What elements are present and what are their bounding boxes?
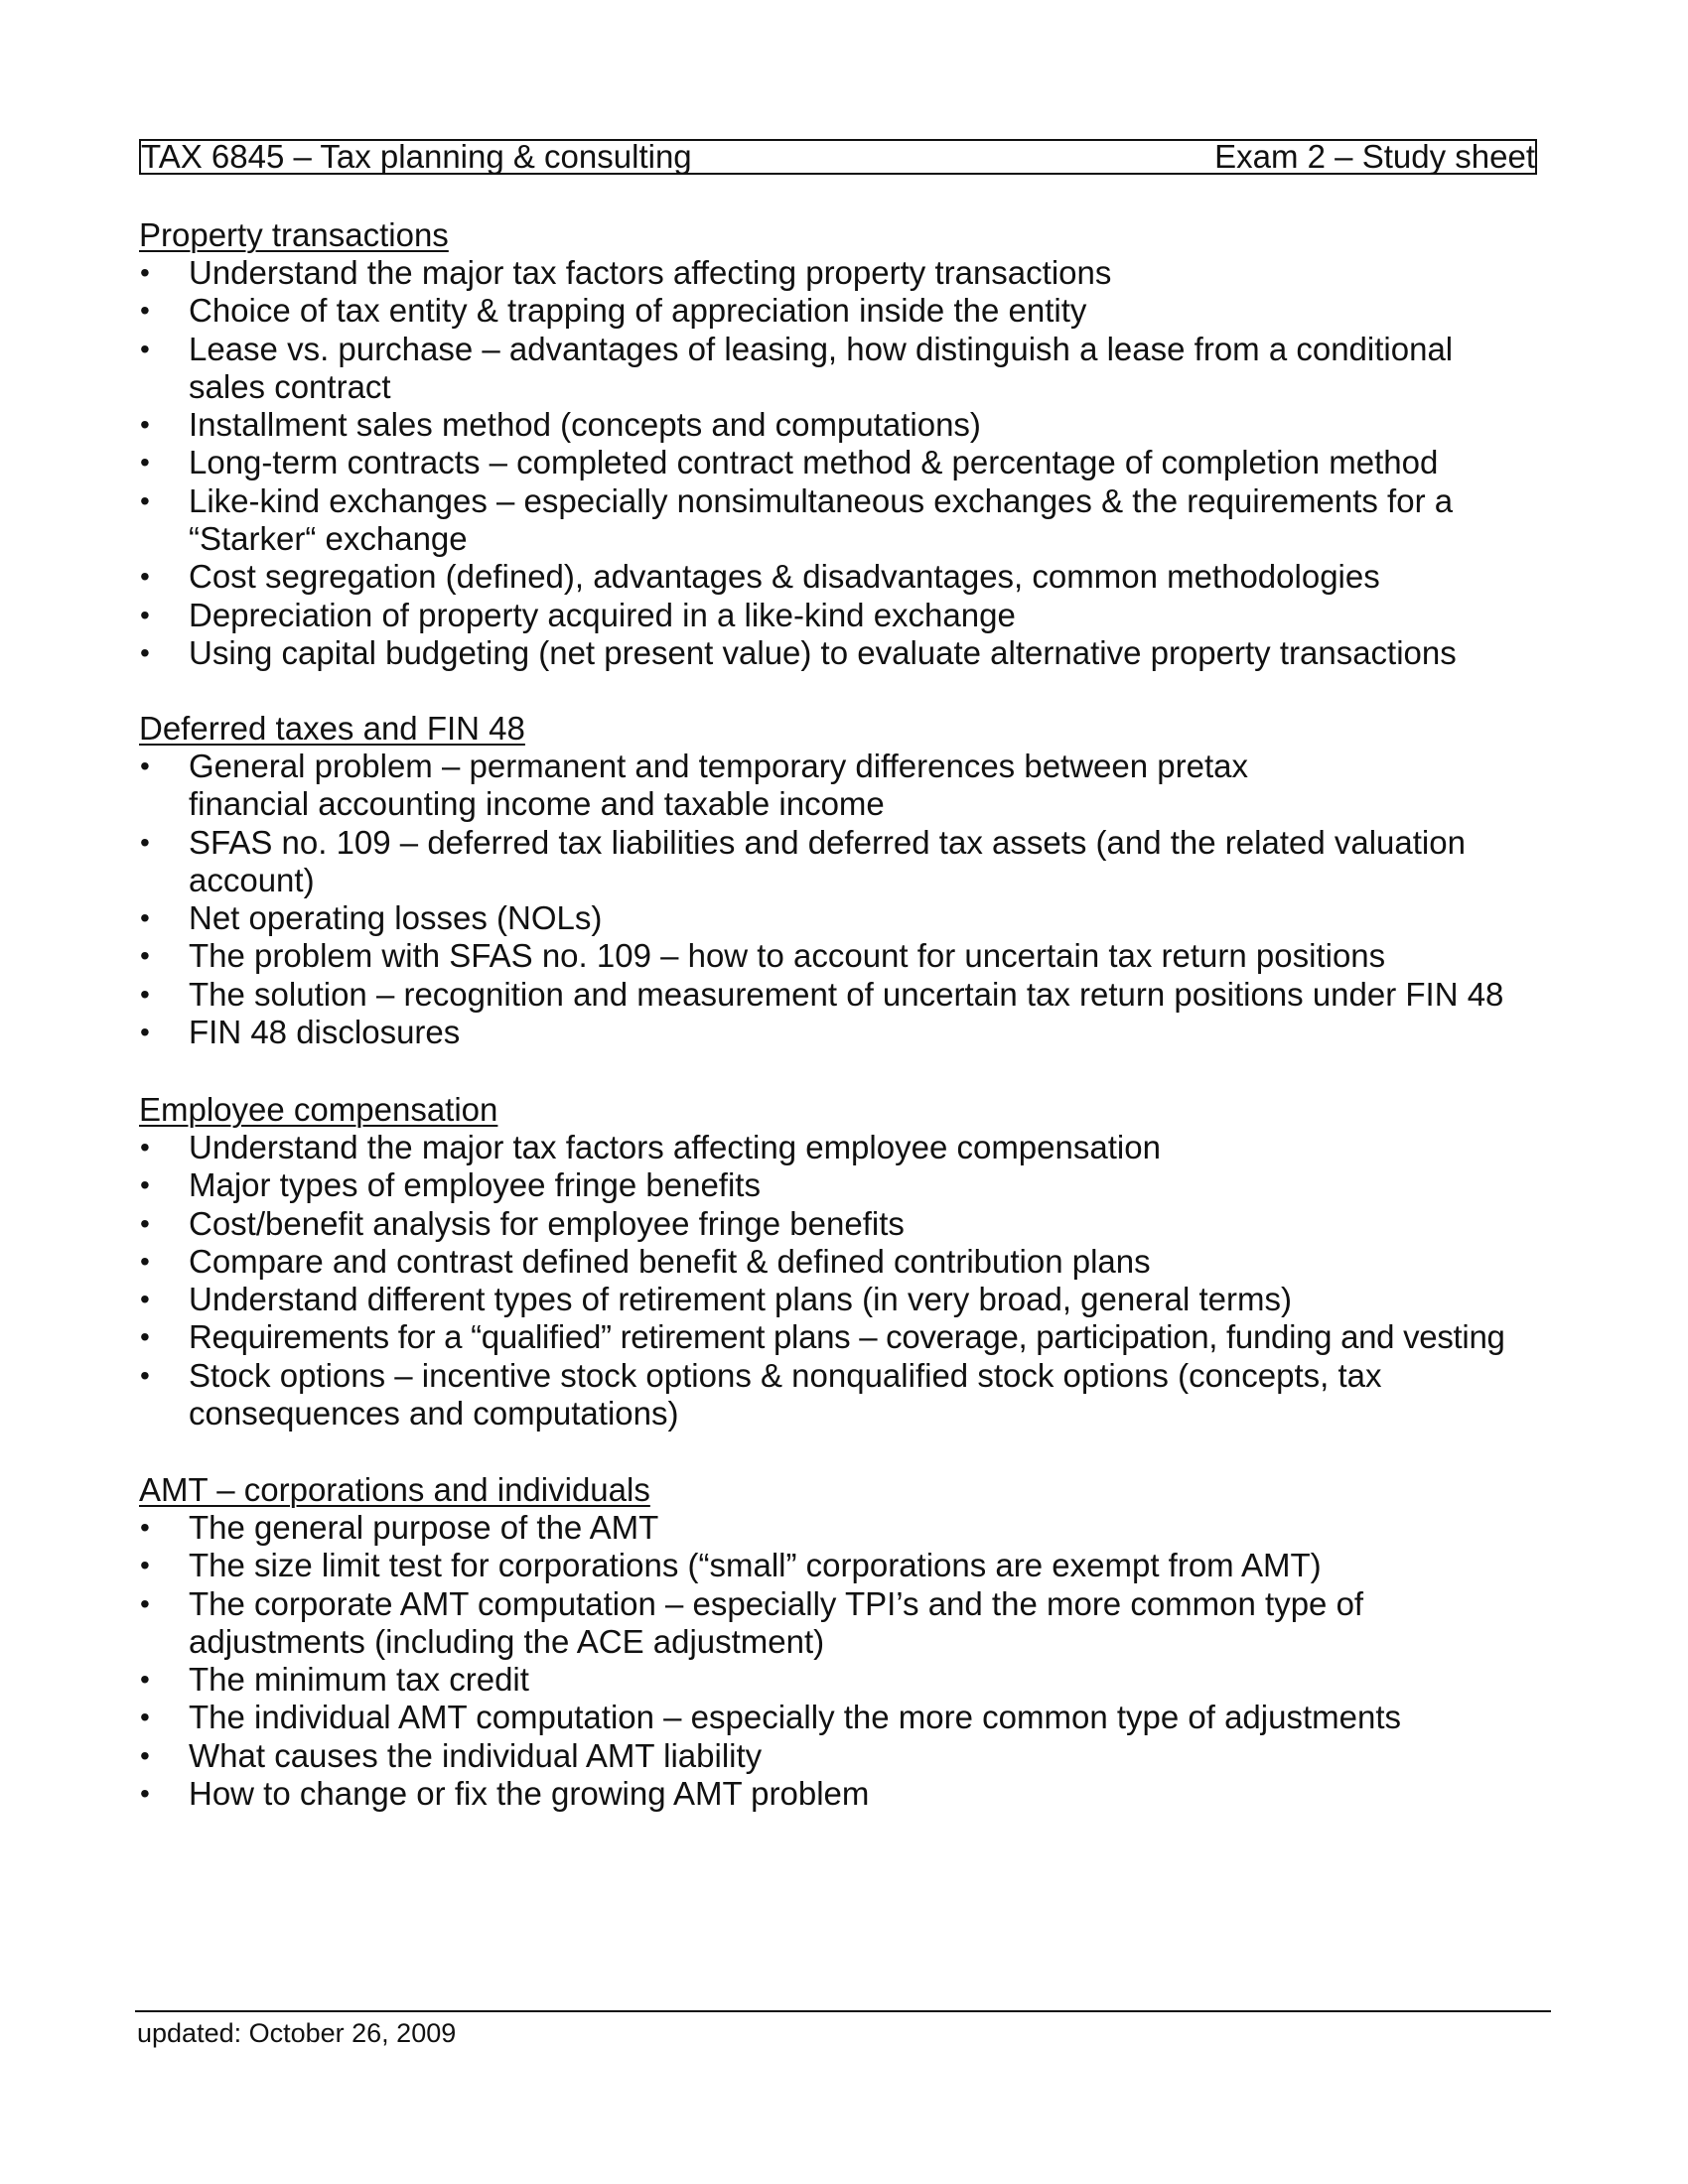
list-item: • General problem – permanent and temporary differences between pretax financial accounting income and taxable income xyxy=(140,748,1249,823)
section-amt xyxy=(139,1471,1549,1813)
list-item: • Requirements for a “qualified” retirement plans – coverage, participation, funding and vesting xyxy=(140,1318,1505,1356)
list-item: • Installment sales method (concepts and computations) xyxy=(140,406,981,444)
bullet-icon: • xyxy=(140,599,150,630)
list-item: • The individual AMT computation – especially the more common type of adjustments xyxy=(140,1699,1401,1736)
bullet-icon: • xyxy=(140,978,150,1010)
footer-updated-date: updated: October 26, 2009 xyxy=(137,2018,457,2048)
bullet-icon: • xyxy=(140,1207,150,1239)
section-employee-compensation xyxy=(139,1091,1549,1433)
list-item: • Choice of tax entity & trapping of appreciation inside the entity xyxy=(140,292,1087,330)
list-item: • Understand different types of retirement plans (in very broad, general terms) xyxy=(140,1281,1292,1318)
list-item: • Using capital budgeting (net present value) to evaluate alternative property transactions xyxy=(140,633,1457,671)
footer-divider xyxy=(135,2010,1551,2012)
bullet-icon: • xyxy=(140,1284,150,1315)
bullet-icon: • xyxy=(140,1245,150,1277)
bullet-icon: • xyxy=(140,1169,150,1201)
list-item: • Stock options – incentive stock options & nonqualified stock options (concepts, tax consequences and computations) xyxy=(140,1356,1382,1433)
bullet-icon: • xyxy=(140,636,150,668)
bullet-icon: • xyxy=(140,1359,150,1391)
list-item: • Cost segregation (defined), advantages & disadvantages, common methodologies xyxy=(140,558,1380,596)
list-item: • Understand the major tax factors affecting property transactions xyxy=(140,254,1112,291)
bullet-icon: • xyxy=(140,1587,150,1619)
section-property-transactions xyxy=(139,216,1549,672)
bullet-list xyxy=(139,254,1549,672)
bullet-list xyxy=(139,748,1549,1051)
bullet-icon: • xyxy=(140,409,150,441)
bullet-icon: • xyxy=(140,1017,150,1048)
bullet-icon: • xyxy=(140,1739,150,1771)
list-item: • The minimum tax credit xyxy=(140,1661,529,1699)
list-item: • Major types of employee fringe benefits xyxy=(140,1166,761,1204)
bullet-icon: • xyxy=(140,484,150,516)
list-item: • The general purpose of the AMT xyxy=(140,1509,659,1546)
bullet-icon: • xyxy=(140,940,150,972)
list-item: • Lease vs. purchase – advantages of leasing, how distinguish a lease from a conditional sales contract xyxy=(140,330,1454,405)
list-item: • FIN 48 disclosures xyxy=(140,1014,461,1051)
list-item: • How to change or fix the growing AMT problem xyxy=(140,1775,870,1813)
bullet-list xyxy=(139,1129,1549,1433)
bullet-icon: • xyxy=(140,1321,150,1353)
header-box xyxy=(139,139,1537,175)
list-item: • The solution – recognition and measurement of uncertain tax return positions under FIN 48 xyxy=(140,975,1504,1013)
section-title: Property transactions xyxy=(139,216,449,253)
list-item: • SFAS no. 109 – deferred tax liabilities and deferred tax assets (and the related valuation account) xyxy=(140,823,1466,898)
bullet-icon: • xyxy=(140,1702,150,1733)
bullet-icon: • xyxy=(140,1132,150,1162)
list-item: • The problem with SFAS no. 109 – how to account for uncertain tax return positions xyxy=(140,937,1386,975)
bullet-icon: • xyxy=(140,257,150,288)
section-deferred-taxes xyxy=(139,710,1549,1051)
list-item: • Compare and contrast defined benefit & defined contribution plans xyxy=(140,1242,1151,1280)
bullet-list xyxy=(139,1509,1549,1813)
bullet-icon: • xyxy=(140,1512,150,1543)
bullet-icon: • xyxy=(140,902,150,934)
list-item: • Cost/benefit analysis for employee fringe benefits xyxy=(140,1204,905,1242)
bullet-icon: • xyxy=(140,333,150,364)
bullet-icon: • xyxy=(140,1778,150,1810)
section-title: Employee compensation xyxy=(139,1091,498,1128)
bullet-icon: • xyxy=(140,751,150,781)
list-item: • The corporate AMT computation – especially TPI’s and the more common type of adjustments (including the ACE adjustment) xyxy=(140,1584,1364,1660)
bullet-icon: • xyxy=(140,561,150,593)
bullet-icon: • xyxy=(140,447,150,478)
list-item: • Long-term contracts – completed contract method & percentage of completion method xyxy=(140,444,1439,481)
bullet-icon: • xyxy=(140,826,150,858)
list-item: • The size limit test for corporations (“small” corporations are exempt from AMT) xyxy=(140,1547,1322,1584)
course-title: TAX 6845 – Tax planning & consulting xyxy=(141,138,692,175)
list-item: • Depreciation of property acquired in a like-kind exchange xyxy=(140,596,1016,633)
bullet-icon: • xyxy=(140,1664,150,1696)
sheet-title: Exam 2 – Study sheet xyxy=(1214,138,1535,175)
bullet-icon: • xyxy=(140,295,150,327)
list-item: • Like-kind exchanges – especially nonsimultaneous exchanges & the requirements for a “Starker“ exchange xyxy=(140,481,1454,558)
list-item: • What causes the individual AMT liability xyxy=(140,1736,763,1774)
section-title: AMT – corporations and individuals xyxy=(139,1471,650,1508)
list-item: • Net operating losses (NOLs) xyxy=(140,899,603,937)
list-item: • Understand the major tax factors affecting employee compensation xyxy=(140,1129,1161,1165)
bullet-icon: • xyxy=(140,1550,150,1581)
section-title: Deferred taxes and FIN 48 xyxy=(139,710,525,747)
